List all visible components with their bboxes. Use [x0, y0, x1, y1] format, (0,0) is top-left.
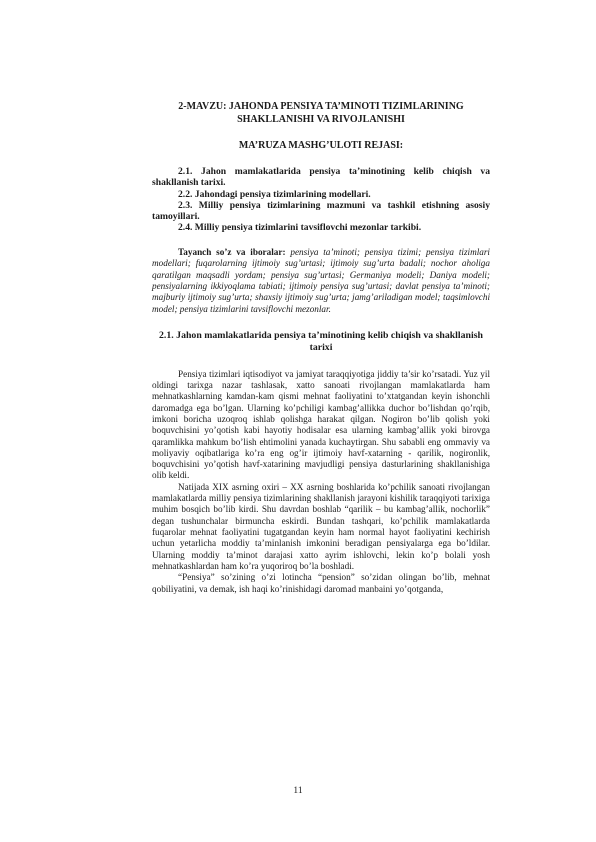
section-title — [152, 330, 490, 354]
body-paragraph-3: “Pensiya” so’zining o’zi lotincha “pension” so’zidan olingan bo’lib, mehnat qobiliyatini, va demak, ish haqi ko’rinishidagi daromad manbaini yo’qotganda, — [152, 572, 490, 594]
lecture-title-line2: SHAKLLANISHI VA RIVOJLANISHI — [237, 113, 405, 125]
section-title-line2: tarixi — [309, 342, 333, 354]
body-paragraph-2: Natijada XIX asrning oxiri – XX asrning boshlarida ko’pchilik sanoati rivojlangan mamlakatlarda milliy pensiya tizimlarining shakllanish jarayoni kishilik taraqqiyoti tarixiga muhim bosqich bo’lib kirdi. Shu davrdan boshlab “qarilik – bu kambag’allik, nochorlik” degan tushunchalar birmuncha eskirdi. Bundan tashqari, ko’pchilik mamlakatlarda fuqarolar mehnat faoliyatini tugatgandan keyin ham normal hayot faoliyatini kechirish uchun yetarlicha moddiy ta’minlanish imkonini beradigan pensiyalarga ega bo’ldilar. Ularning moddiy ta’minot darajasi xatto ayrim ishlovchi, lekin ko’p bolali yosh mehnatkashlardan ham ko’ra yuqoriroq bo’la boshladi. — [152, 481, 490, 571]
plan-item-1: 2.1. Jahon mamlakatlarida pensiya ta’minotining kelib chiqish va shakllanish tarixi. — [152, 166, 490, 189]
page-content — [152, 101, 490, 595]
body-paragraph-1: Pensiya tizimlari iqtisodiyot va jamiyat taraqqiyotiga jiddiy ta’sir ko’rsatadi. Yuz yil oldingi tarixga nazar tashlasak, xatto sanoati rivojlangan mamlakatlarda ham mehnatkashlarning kamdan-kam qismi mehnat faoliyatini to’xtatgandan keyin ishonchli daromadga ega bo’lgan. Ularning ko’pchiligi kambag’allikka duchor bo’lishdan qo’rqib, imkoni boricha uzoqroq ishlab qolishga harakat qilgan. Nogiron bo’lib qolish yoki boquvchisini yo’qotish kabi hayotiy hodisalar esa ularning kambag’allik yoki birovga qaramlikka mahkum bo’lish ehtimolini yanada kuchaytirgan. Shu sababli eng ommaviy va moliyaviy oqibatlariga ko’ra eng og’ir ijtimoiy havf-xatarning - qarilik, nogironlik, boquvchisini yo’qotish havf-xatarining mavjudligi pensiya dasturlarining shakllanishiga olib keldi. — [152, 368, 490, 481]
plan-item-4: 2.4. Milliy pensiya tizimlarini tavsiflovchi mezonlar tarkibi. — [178, 222, 422, 234]
plan-list — [152, 166, 490, 234]
keywords-paragraph — [152, 247, 490, 315]
lecture-title — [152, 101, 490, 126]
plan-title: MA’RUZA MASHG’ULOTI REJASI: — [238, 140, 404, 151]
keywords-text: pensiya ta’minoti; pensiya tizimi; pensiya tizimlari modellari; fuqarolarning ijtimoiy sug’urtasi; ijtimoiy sug’urta badali; nochor aholiga qaratilgan maqsadli yordam; pensiya sug’urtasi; Germaniya modeli; Daniya modeli; pensiyalarning ikkiyoqlama tabiati; ijtimoiy pensiya sug’urtasi; davlat pensiya ta’minoti; majburiy ijtimoiy sug’urta; shaxsiy ijtimoiy sug’urta; jamg’ariladigan model; taqsimlovchi model; pensiya tizimlarini tavsiflovchi mezonlar. — [152, 246, 490, 314]
lecture-title-line1: 2-MAVZU: JAHONDA PENSIYA TA’MINOTI TIZIMLARINING — [178, 101, 464, 112]
plan-item-2: 2.2. Jahondagi pensiya tizimlarining modellari. — [178, 188, 371, 200]
keywords-label: Tayanch so’z va iboralar: — [178, 246, 286, 257]
page-number: 11 — [293, 786, 303, 796]
body-text — [152, 369, 490, 595]
section-title-line1: 2.1. Jahon mamlakatlarida pensiya ta’minotining kelib chiqish va shakllanish — [159, 330, 483, 342]
plan-item-3: 2.3. Milliy pensiya tizimlarining mazmuni va tashkil etishning asosiy tamoyillari. — [152, 199, 490, 223]
